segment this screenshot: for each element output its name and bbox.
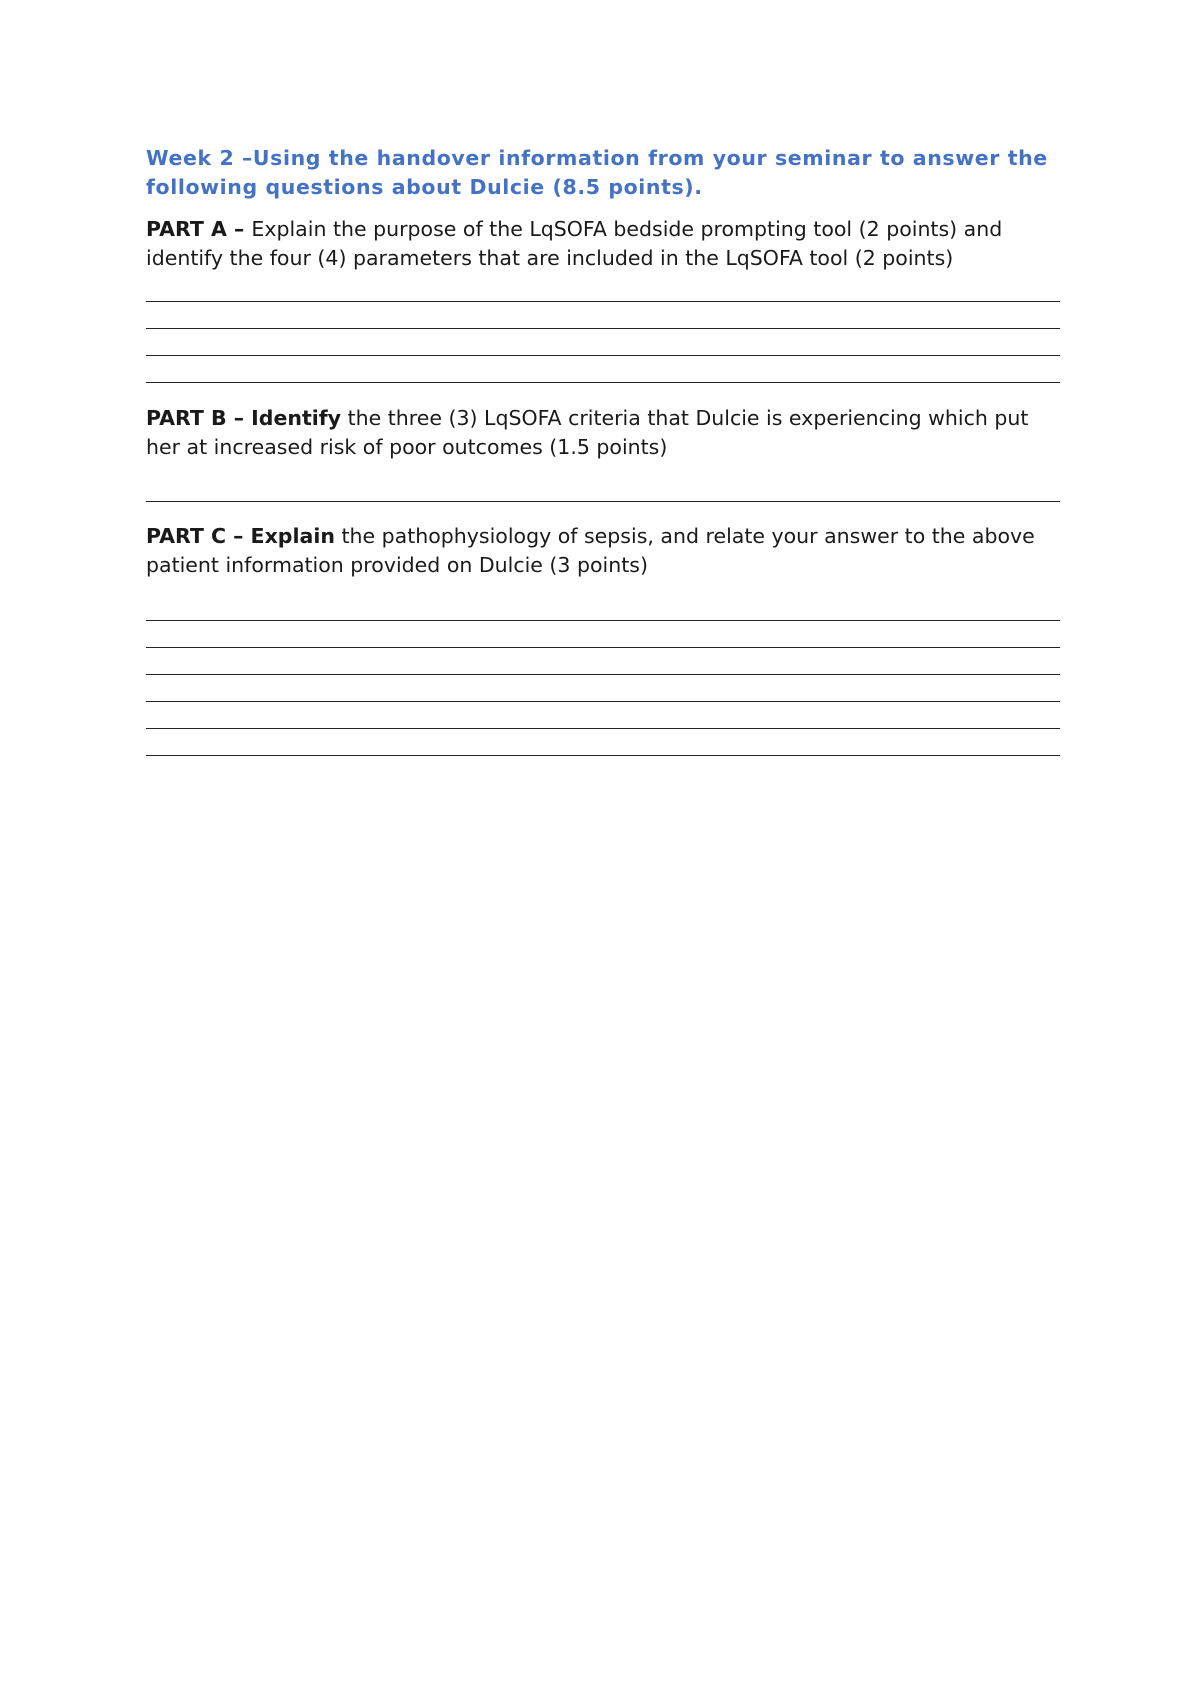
worksheet-page [146,144,1066,756]
part-b-label: PART B – Identify [146,406,342,430]
answer-line [146,674,1060,675]
answer-line [146,355,1060,356]
answer-line [146,328,1060,329]
worksheet-heading: Week 2 –Using the handover information from your seminar to answer the following questions about Dulcie (8.5 points). [146,146,1048,199]
part-c-answer-lines [146,620,1060,756]
part-a-text: Explain the purpose of the LqSOFA bedside prompting tool (2 points) and identify the four (4) parameters that are included in the LqSOFA tool (2 points) [146,217,1003,270]
answer-line [146,728,1060,729]
answer-line [146,382,1060,383]
part-c-text: the pathophysiology of sepsis, and relate your answer to the above patient information provided on Dulcie (3 points) [146,524,1035,577]
part-c-question [146,522,1066,579]
part-c-label: PART C – Explain [146,524,335,548]
answer-line [146,647,1060,648]
answer-line [146,620,1060,621]
part-a-answer-lines [146,301,1060,383]
answer-line [146,301,1060,302]
answer-line [146,701,1060,702]
part-b-answer-lines [146,501,1060,502]
part-a-question [146,215,1066,272]
part-b-text: the three (3) LqSOFA criteria that Dulcie is experiencing which put her at increased risk of poor outcomes (1.5 points) [146,406,1029,459]
part-b-question [146,404,1066,461]
part-a-label: PART A – [146,217,252,241]
answer-line [146,755,1060,756]
answer-line [146,501,1060,502]
